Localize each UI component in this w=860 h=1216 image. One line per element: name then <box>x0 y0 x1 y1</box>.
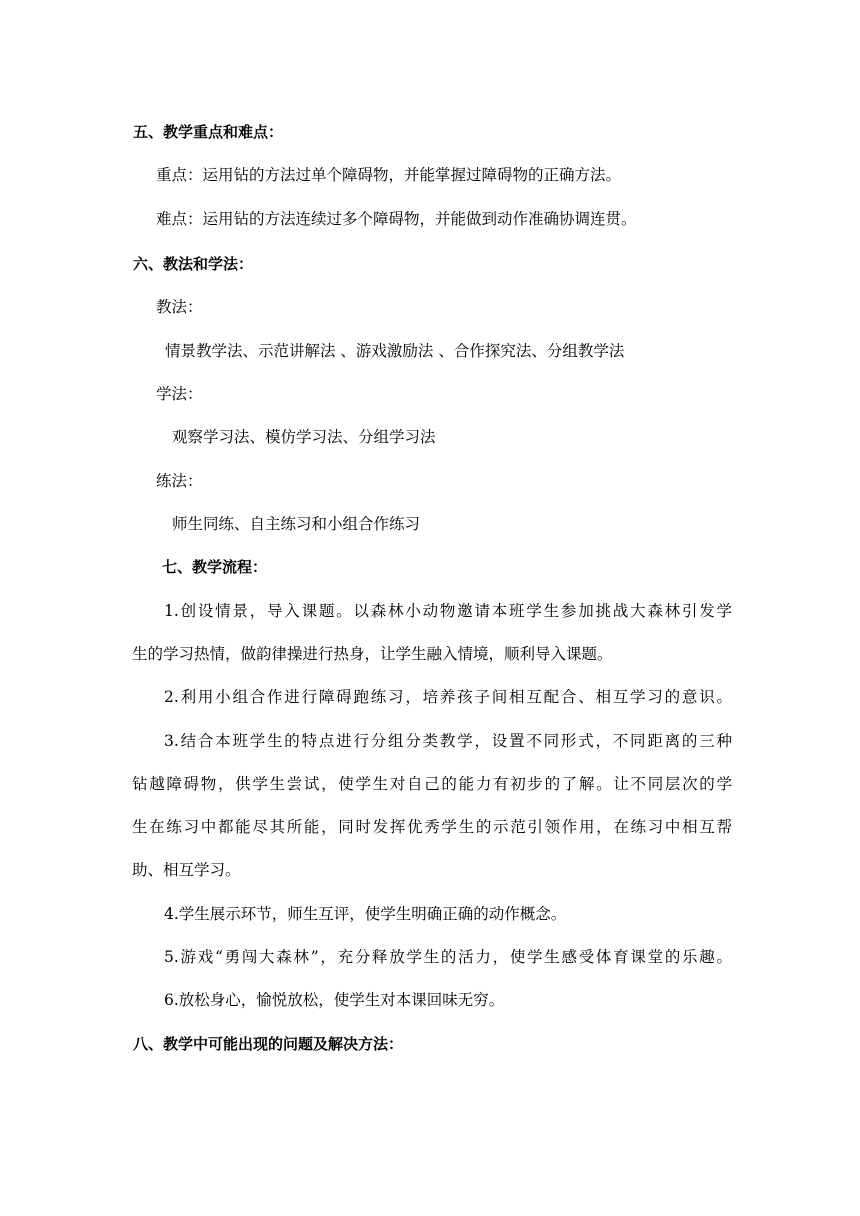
step-1-line-1: 1.创设情景，导入课题。以森林小动物邀请本班学生参加挑战大森林引发学 <box>164 602 732 620</box>
step-3-line-2: 钻越障碍物，供学生尝试，使学生对自己的能力有初步的了解。让不同层次的学 <box>132 775 732 793</box>
step-6-text: 6.放松身心，愉悦放松，使学生对本课回味无穷。 <box>164 991 505 1009</box>
practice-methods-label: 练法： <box>156 472 203 490</box>
step-3-line-4: 助、相互学习。 <box>132 861 241 879</box>
section-7-heading: 七、教学流程： <box>162 558 268 576</box>
learning-methods-label: 学法： <box>156 385 203 403</box>
section-6-heading: 六、教法和学法： <box>133 255 254 273</box>
step-1-line-2: 生的学习热情，做韵律操进行热身，让学生融入情境，顺利导入课题。 <box>132 645 613 663</box>
step-3-line-3: 生在练习中都能尽其所能，同时发挥优秀学生的示范引领作用，在练习中相互帮 <box>132 818 732 836</box>
key-point-text: 重点：运用钻的方法过单个障碍物，并能掌握过障碍物的正确方法。 <box>156 166 622 184</box>
learning-methods-list: 观察学习法、模仿学习法、分组学习法 <box>172 428 436 446</box>
step-5-text: 5.游戏“勇闯大森林”，充分释放学生的活力，使学生感受体育课堂的乐趣。 <box>164 948 732 966</box>
difficulty-text: 难点：运用钻的方法连续过多个障碍物，并能做到动作准确协调连贯。 <box>156 210 637 228</box>
step-2-text: 2.利用小组合作进行障碍跑练习，培养孩子间相互配合、相互学习的意识。 <box>164 688 732 706</box>
step-3-line-1: 3.结合本班学生的特点进行分组分类教学，设置不同形式，不同距离的三种 <box>164 732 732 750</box>
section-8-heading: 八、教学中可能出现的问题及解决方法： <box>133 1035 404 1053</box>
section-5-heading: 五、教学重点和难点： <box>133 123 284 141</box>
teaching-methods-label: 教法： <box>156 298 203 316</box>
step-4-text: 4.学生展示环节，师生互评，使学生明确正确的动作概念。 <box>164 905 567 923</box>
teaching-methods-list: 情景教学法、示范讲解法 、游戏激励法 、合作探究法、分组教学法 <box>165 342 625 360</box>
practice-methods-list: 师生同练、自主练习和小组合作练习 <box>172 515 421 533</box>
